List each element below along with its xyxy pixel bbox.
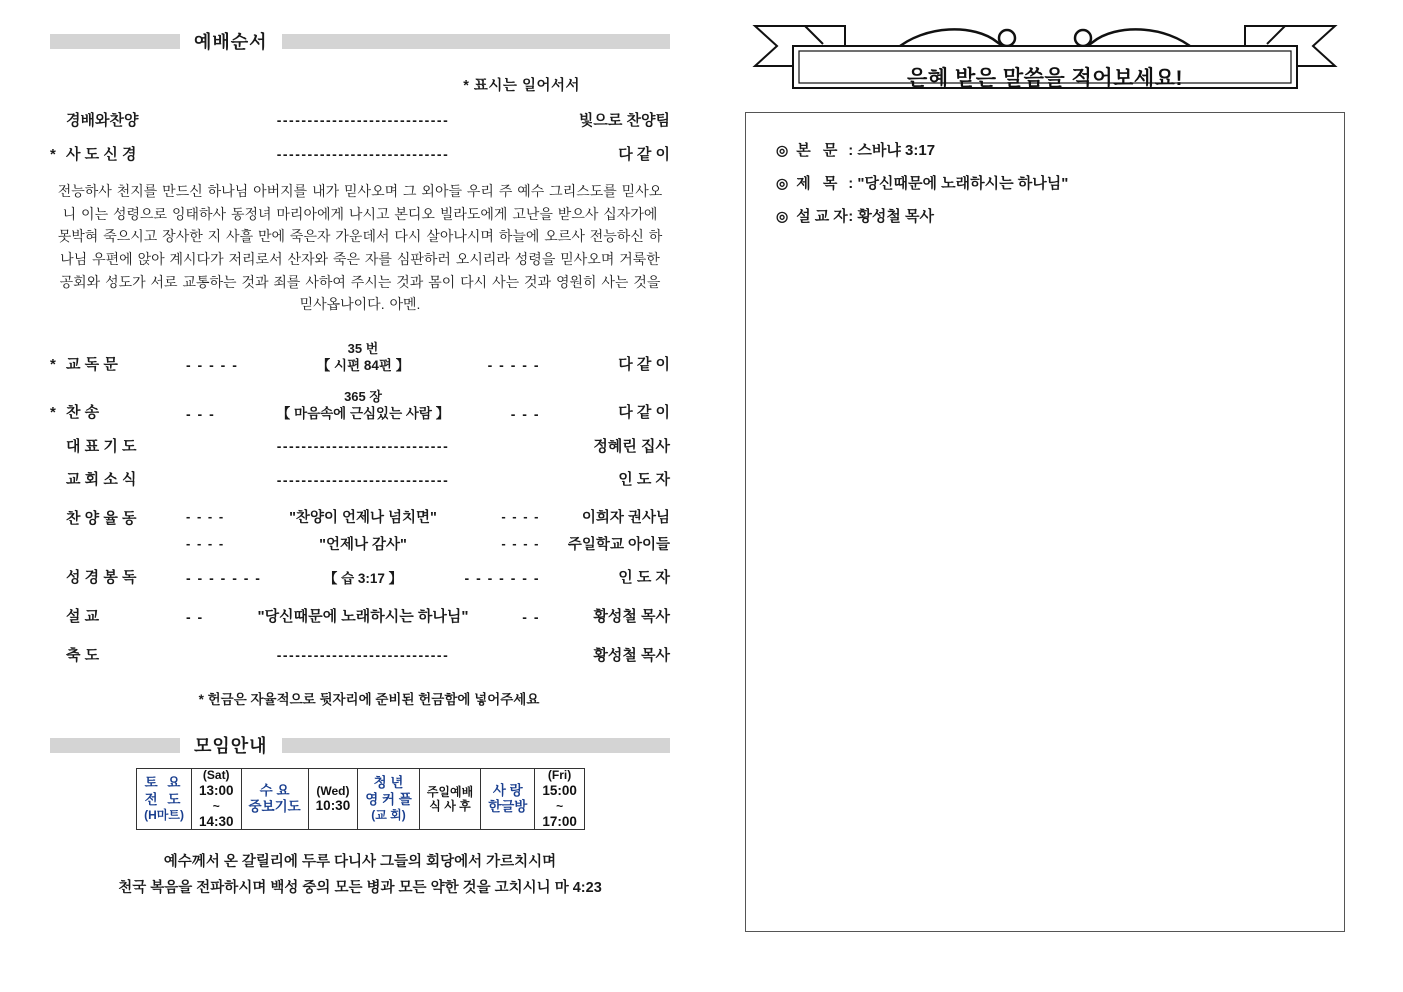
meeting-line: 한글방 xyxy=(488,799,528,815)
note-line-scripture xyxy=(776,139,1314,160)
order-item-dots: ---------------------------- xyxy=(276,146,450,162)
order-item-praise-movement xyxy=(50,506,670,560)
note-line-preacher xyxy=(776,205,1314,226)
meeting-cell-saturday-time xyxy=(191,768,242,830)
bible-verse-line-1: 예수께서 온 갈릴리에 두루 다니사 그들의 회당에서 가르치시며 xyxy=(163,854,557,871)
order-item-name: 경배와찬양 xyxy=(66,112,139,129)
sermon-notes-box[interactable] xyxy=(745,112,1345,932)
dash-left: - - xyxy=(186,609,204,626)
sermon-title: "당신때문에 노래하시는 하나님" xyxy=(257,608,469,626)
meeting-cell-korean-class-time xyxy=(534,768,585,830)
meeting-line: 전 도 xyxy=(144,791,184,807)
note-line-title xyxy=(776,172,1314,193)
note-label: 제 목 xyxy=(796,175,842,192)
sermon-notes-column xyxy=(745,18,1345,932)
dash-right: - - - xyxy=(510,405,540,422)
order-item-dots: ---------------------------- xyxy=(276,647,450,663)
meeting-line: (Wed) xyxy=(316,783,350,798)
order-list xyxy=(50,113,670,664)
worship-order-title: 예배순서 xyxy=(194,32,268,52)
bible-verse xyxy=(50,850,670,901)
dash-left: - - - - - - - xyxy=(186,570,262,587)
meeting-cell-wednesday-time xyxy=(308,768,359,830)
order-item-church-news xyxy=(50,472,670,489)
diamond-bullet-icon: ◎ xyxy=(776,208,789,224)
praise-title: "찬양이 언제나 넘치면" xyxy=(289,509,437,526)
order-item-responsive-reading xyxy=(50,342,670,373)
order-item-name: 찬 송 xyxy=(66,404,100,422)
meeting-line: ~ xyxy=(556,799,564,814)
meeting-line: 10:30 xyxy=(315,798,351,814)
stand-note: * 표시는 일어서서 xyxy=(463,78,580,94)
order-item-hymn xyxy=(50,390,670,421)
star-marker xyxy=(50,506,66,560)
meeting-table xyxy=(50,768,670,830)
dash-right: - - - - - - - xyxy=(464,570,540,587)
meeting-line: 식 사 후 xyxy=(429,799,471,814)
header-bar-right xyxy=(282,34,670,49)
order-item-person: 인 도 자 xyxy=(618,568,670,586)
responsive-reading-bracket: 【 시편 84편 】 xyxy=(316,357,410,373)
header-bar-right xyxy=(282,738,670,753)
note-value: : "당신때문에 노래하시는 하나님" xyxy=(848,175,1069,192)
order-item-name: 축 도 xyxy=(66,646,100,664)
order-item-apostles-creed xyxy=(50,147,670,164)
star-marker: * xyxy=(50,355,56,373)
offering-note: * 헌금은 자율적으로 뒷자리에 준비된 헌금함에 넣어주세요 xyxy=(198,692,540,708)
order-item-dots: ---------------------------- xyxy=(276,439,450,455)
order-item-name: 교 회 소 식 xyxy=(66,471,137,489)
meeting-line: 토 요 xyxy=(144,775,184,791)
worship-order-column xyxy=(50,30,670,901)
meeting-line: 15:00 xyxy=(542,782,577,798)
meeting-line: 영 커 플 xyxy=(365,791,412,807)
hymn-title: 【 마음속에 근심있는 사람 】 xyxy=(276,406,450,422)
note-value: : 황성철 목사 xyxy=(848,208,934,225)
meeting-info-section xyxy=(50,734,670,830)
meeting-line: (교 회) xyxy=(371,808,406,823)
meeting-cell-young-couples-time xyxy=(419,768,481,830)
order-item-person: 다 같 이 xyxy=(618,355,670,373)
meeting-cell-wednesday-prayer xyxy=(241,768,309,830)
praise-title: "언제나 감사" xyxy=(319,536,407,553)
diamond-bullet-icon: ◎ xyxy=(776,175,789,191)
order-item-person: 정혜린 집사 xyxy=(593,437,670,455)
order-item-name: 성 경 봉 독 xyxy=(66,568,137,586)
order-item-benediction xyxy=(50,648,670,665)
scripture-ref xyxy=(261,571,464,587)
meeting-cell-saturday-evangelism xyxy=(136,768,192,830)
meeting-line: 청 년 xyxy=(373,775,404,791)
dash-right: - - xyxy=(522,609,540,626)
praise-line xyxy=(186,533,670,554)
praise-line xyxy=(186,506,670,527)
meeting-line: (Fri) xyxy=(547,768,572,783)
responsive-reading-ref xyxy=(238,342,487,373)
meeting-line: 17:00 xyxy=(542,813,577,829)
responsive-reading-number: 35 번 xyxy=(347,341,379,357)
note-label: 설교자 xyxy=(796,208,852,225)
dash-right: - - - - xyxy=(501,535,540,551)
meeting-line: 주일예배 xyxy=(426,784,474,799)
order-item-name: 대 표 기 도 xyxy=(66,437,137,455)
scripture-bracket: 【 습 3:17 】 xyxy=(323,570,403,586)
order-item-person: 다 같 이 xyxy=(618,145,670,163)
order-item-dots: ---------------------------- xyxy=(276,472,450,488)
order-item-name: 교 독 문 xyxy=(66,355,118,373)
meeting-line: (Sat) xyxy=(202,768,230,783)
meeting-info-title: 모임안내 xyxy=(194,736,268,757)
praise-person: 주일학교 아이들 xyxy=(567,536,670,553)
note-label: 본 문 xyxy=(796,142,842,159)
dash-left: - - - xyxy=(186,405,216,422)
meeting-cell-korean-class xyxy=(480,768,535,830)
meeting-info-header xyxy=(50,734,670,756)
hymn-number: 365 장 xyxy=(344,389,382,405)
dash-right: - - - - xyxy=(501,508,540,524)
order-item-representative-prayer xyxy=(50,439,670,456)
header-bar-left xyxy=(50,738,180,753)
praise-person: 이희자 권사님 xyxy=(581,509,670,526)
praise-lines xyxy=(186,506,670,560)
dash-left: - - - - xyxy=(186,535,225,551)
sermon-notes-banner xyxy=(745,18,1345,98)
hymn-ref xyxy=(215,390,510,421)
meeting-line: 13:00 xyxy=(198,782,234,798)
order-item-dots: ---------------------------- xyxy=(276,113,450,129)
dash-left: - - - - - xyxy=(186,357,239,374)
dash-right: - - - - - xyxy=(487,357,540,374)
note-value: : 스바냐 3:17 xyxy=(848,142,936,159)
worship-order-header xyxy=(50,30,670,52)
order-item-scripture-reading xyxy=(50,570,670,587)
star-marker: * xyxy=(50,145,56,163)
order-item-person: 황성철 목사 xyxy=(593,608,670,626)
order-item-name: 설 교 xyxy=(66,608,100,626)
order-item-person: 다 같 이 xyxy=(618,404,670,422)
meeting-line: 사 랑 xyxy=(492,782,523,798)
meeting-cell-young-couples xyxy=(357,768,420,830)
order-item-person: 인 도 자 xyxy=(618,471,670,489)
meeting-line: 14:30 xyxy=(198,813,234,829)
order-item-name: 사 도 신 경 xyxy=(66,145,137,163)
meeting-line: ~ xyxy=(212,799,220,814)
bible-verse-line-2: 천국 복음을 전파하시며 백성 중의 모든 병과 모든 약한 것을 고치시니 마 4:23 xyxy=(118,879,602,896)
meeting-line: (H마트) xyxy=(144,808,184,823)
apostles-creed-text: 전능하사 천지를 만드신 하나님 아버지를 내가 믿사오며 그 외아들 우리 주 예수 그리스도를 믿사오니 이는 성령으로 잉태하사 동정녀 마리아에게 나시고 본디오 빌라도에게 고난을 받으사 십자가에 못박혀 죽으시고 장사한 지 사흘 만에 죽은자 가운데서 다시 살아나시며 하늘에 오르사 전능하신 하나님 우편에 앉아 계시다가 저리로서 산자와 죽은 자를 심판하러 오시리라 성령을 믿사오며 거룩한 공회와 성도가 서로 교통하는 것과 죄를 사하여 주시는 것과 몸이 다시 사는 것과 영원히 사는 것을 믿사옵나이다. 아멘. xyxy=(57,183,663,313)
order-item-person: 황성철 목사 xyxy=(593,646,670,664)
meeting-line: 중보기도 xyxy=(248,799,301,815)
order-item-name: 찬 양 율 동 xyxy=(66,509,137,527)
order-item-sermon xyxy=(50,608,670,625)
diamond-bullet-icon: ◎ xyxy=(776,142,789,158)
order-item-praise-team xyxy=(50,113,670,130)
sermon-notes-banner-title: 은혜 받은 말씀을 적어보세요! xyxy=(907,67,1183,90)
star-marker: * xyxy=(50,404,56,422)
dash-left: - - - - xyxy=(186,508,225,524)
header-bar-left xyxy=(50,34,180,49)
order-item-person: 빛으로 찬양팀 xyxy=(578,112,670,129)
meeting-line: 수 요 xyxy=(259,782,290,798)
